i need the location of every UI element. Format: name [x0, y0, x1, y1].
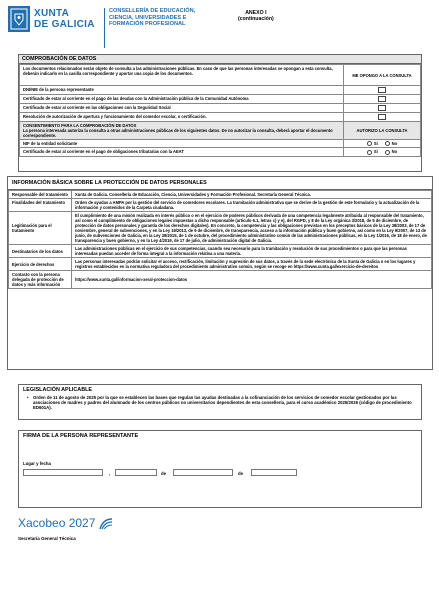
row-label: Contacto con la persona delegada de protección de datos y más información — [9, 271, 72, 289]
oppose-checkbox[interactable] — [378, 87, 386, 93]
row-text: El cumplimiento de una misión realizada en interés público o en el ejercicio de poderes públicos derivada de una competencia legalmente atribuida al responsable del tratamiento, así como el cumplimiento de obligaciones legales impuestas a dicho responsable (artículo 6.1, letras c) y e), del RGPD, y 8 de la Ley orgánica 3/2018, de 5 de diciembre, de protección de datos personales y garantía de los derechos digitales). En concreto, la competencia y las obligaciones previstas en los preceptos básicos de la Ley 38/2003, de 17 de noviembre, general de subvenciones, y en la Ley 19/2013, de 9 de diciembre, de transparencia, acceso a la información pública y buen gobierno, así como en la Ley 9/2007, de 13 de junio, de subvenciones de Galicia, en la Ley 39/2015, de 1 de octubre, del procedimiento administrativo común de las administraciones públicas, en la Ley 1/2016, de 18 de enero, de transparencia y buen gobierno, y en la Ley 4/2019, de 17 de julio, de administración digital de Galicia. — [72, 212, 432, 245]
si-radio[interactable] — [367, 141, 372, 146]
row-text: Las personas interesadas podrán solicitar el acceso, rectificación, limitación y supresión de sus datos, a través de la sede electrónica de la Xunta de Galicia o en los lugares y registros establecidos en la normativa reguladora del procedimiento administrativo común, según se recoge en https://www.xunta.gal/exercicio-de-dereitos — [72, 258, 432, 271]
autorizo-header: AUTORIZO LA CONSULTA — [344, 122, 421, 140]
consent-text: La persona interesada autoriza la consulta a otras administraciones públicas de los siguientes datos. De no autorizar la consulta, deberá aportar el documento correspondiente. — [23, 128, 333, 138]
consellaria-name: CONSELLERÍA DE EDUCACIÓN, CIENCIA, UNIVERSIDADES E FORMACIÓN PROFESIONAL — [109, 8, 196, 28]
xunta-logo-icon — [8, 6, 30, 32]
page-header — [8, 6, 433, 48]
proteccion-section — [7, 176, 433, 370]
no-radio[interactable] — [385, 141, 390, 146]
consent-row: Certificado de estar al corriente en el pago de obligaciones tributarias con la AEAT — [20, 148, 344, 156]
legislacion-section — [18, 384, 422, 420]
row-label: Ejercicio de derechos — [9, 258, 72, 271]
doc-row: DNI/NIE de la persona representante — [20, 86, 344, 95]
consent-title: CONSENTIMIENTO PARA LA COMPROBACIÓN DE DATOS — [23, 123, 137, 128]
row-label: Responsable del tratamiento — [9, 191, 72, 199]
comprobacion-intro: Los documentos relacionados serán objeto de consulta a las administraciones públicas. En caso de que las personas interesadas se opongan a esta consulta, deberán indicarlo en la casilla correspondiente y aportar una copia de los documentos. — [20, 65, 344, 86]
xacobeo-logo: Xacobeo 2027 — [18, 516, 113, 530]
anexo-label: ANEXO I (continuación) — [238, 10, 274, 23]
row-label: Finalidades del tratamiento — [9, 199, 72, 212]
row-label: Destinatarios de los datos — [9, 245, 72, 258]
legislacion-item: • Orden de 11 de agosto de 2025 por la que se establecen las bases que regulan las ayudas destinadas a la cofinanciación de los servicios de comedor escolar gestionados por las asociaciones de madres y padres del alumnado de los centros públicos no universitarios dependientes de esta consellería, para el curso académico 2025/2026 (código de procedimiento ED601A). — [19, 395, 421, 411]
si-radio[interactable] — [367, 150, 372, 155]
dia-field[interactable] — [115, 469, 157, 476]
section-title: FIRMA DE LA PERSONA REPRESENTANTE — [23, 433, 139, 439]
row-text: Las administraciones públicas en el ejercicio de sus competencias, cuando sea necesario para la tramitación y resolución de sus procedimientos o para que las personas interesadas puedan acceder de forma integral a la información relativa a una materia. — [72, 245, 432, 258]
doc-row: Certificado de estar al corriente en el pago de las deudas con la Administración pública de la Comunidad Autónoma — [20, 95, 344, 104]
de-label: de — [238, 471, 244, 476]
no-radio[interactable] — [385, 150, 390, 155]
row-text: Orden de ayudas a AMPA por la gestión del servicio de comedores escolares. La tramitación administrativa que se derive de la gestión de este formulario y la actualización de la información y contenidos de la Carpeta ciudadana. — [72, 199, 432, 212]
mes-field[interactable] — [173, 469, 233, 476]
oppose-checkbox[interactable] — [378, 114, 386, 120]
oppose-checkbox[interactable] — [378, 105, 386, 111]
oponer-header: ME OPONGO A LA CONSULTA — [344, 65, 421, 86]
row-text: Xunta de Galicia. Consellería de Educación, Ciencia, Universidades y Formación Profesional. Secretaría General Técnica. — [72, 191, 432, 199]
consent-row: NIF de la entidad solicitante — [20, 140, 344, 148]
contact-link[interactable]: https://www.xunta.gal/informacion-xeral-proteccion-datos — [72, 271, 432, 289]
section-title: INFORMACIÓN BÁSICA SOBRE LA PROTECCIÓN DE DATOS PERSONALES — [8, 177, 432, 190]
footer-secretaria: Secretaría General Técnica — [18, 536, 76, 541]
de-label: de — [161, 471, 167, 476]
row-label: Legitimación para el tratamiento — [9, 212, 72, 245]
lugar-label: Lugar y fecha — [23, 461, 51, 466]
xunta-wordmark: XUNTA DE GALICIA — [34, 8, 95, 30]
section-title: LEGISLACIÓN APLICABLE — [23, 387, 92, 393]
oppose-checkbox[interactable] — [378, 96, 386, 102]
ano-field[interactable] — [251, 469, 297, 476]
lugar-field[interactable] — [23, 469, 103, 476]
comprobacion-section: COMPROBACIÓN DE DATOS Los documentos relacionados serán objeto de consulta a las administraciones públicas. En caso de que las personas interesadas se opongan a esta consulta, deberán indicarlo en la casilla correspondiente y aportar una copia de los documentos. ME OPONGO A LA CONSULTA DNI/NIE de la persona representante Certificado de estar al corriente en el pago de las deudas con la Administración pública de la Comunidad Autónoma Certificado de estar al corriente en las obligaciones con la Seguridad Social Resolución de autorización de apertura y funcionamiento del comedor escolar, o certificación. CONSENTIMIENTO PARA LA COMPROBACIÓN DE DATOS La persona interesada autoriza la consulta a otras administraciones públicas de los siguientes datos. De no autorizar la consulta, deberá aportar el documento correspondiente. AUTORIZO LA CONSULTA NIF de la entidad solicitante Sí No Certificado de estar al corriente en el pago de obligaciones tributarias con la AEAT Sí No — [18, 54, 422, 172]
doc-row: Resolución de autorización de apertura y funcionamiento del comedor escolar, o certificación. — [20, 113, 344, 122]
shell-icon — [99, 518, 113, 530]
firma-section: FIRMA DE LA PERSONA REPRESENTANTE Lugar y fecha , de de — [18, 430, 422, 508]
doc-row: Certificado de estar al corriente en las obligaciones con la Seguridad Social — [20, 104, 344, 113]
section-title: COMPROBACIÓN DE DATOS — [19, 55, 421, 64]
